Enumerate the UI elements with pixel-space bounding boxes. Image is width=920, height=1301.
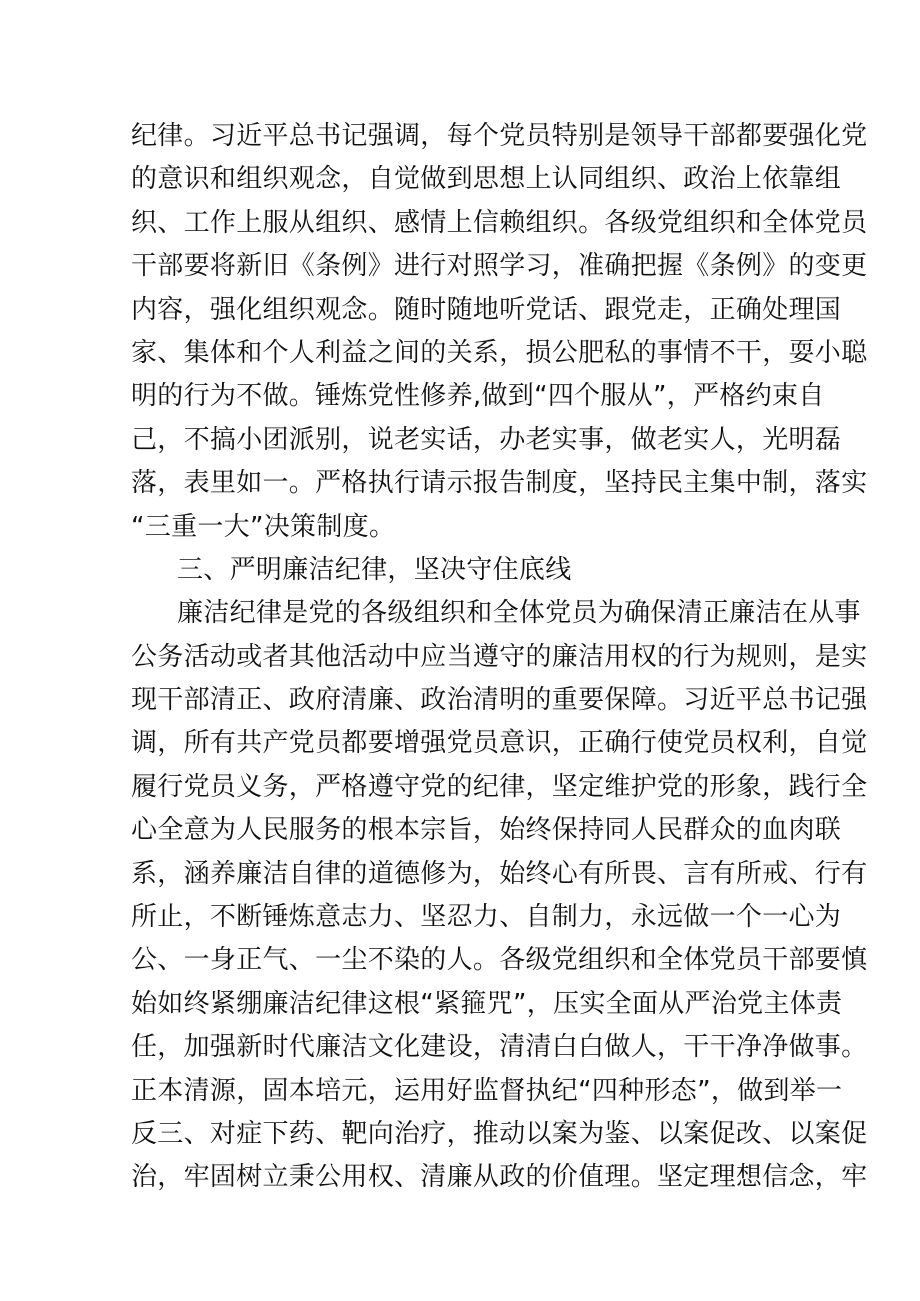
text-line: 己，不搞小团派别，说老实话，办老实事，做老实人，光明磊 <box>131 424 842 455</box>
text-line: 干部要将新旧《条例》进行对照学习，准确把握《条例》的变更 <box>131 251 868 282</box>
text-line: 公务活动或者其他活动中应当遵守的廉洁用权的行为规则，是实 <box>131 641 868 672</box>
text-line: 心全意为人民服务的根本宗旨，始终保持同人民群众的血肉联 <box>131 815 842 846</box>
text-line: 公、一身正气、一尘不染的人。各级党组织和全体党员干部要慎 <box>131 945 868 976</box>
body-text <box>131 115 868 1200</box>
text-line: 内容，强化组织观念。随时随地听党话、跟党走，正确处理国 <box>131 294 842 325</box>
text-line: 反三、对症下药、靶向治疗，推动以案为鉴、以案促改、以案促 <box>131 1118 868 1149</box>
text-line: 任，加强新时代廉洁文化建设，清清白白做人，干干净净做事。 <box>131 1032 868 1063</box>
text-line: 始如终紧绷廉洁纪律这根“紧箍咒”，压实全面从严治党主体责 <box>131 988 843 1019</box>
text-line: “三重一大”决策制度。 <box>131 511 396 542</box>
text-line: 所止，不断锤炼意志力、坚忍力、自制力，永远做一个一心为 <box>131 902 842 933</box>
text-line: 的意识和组织观念，自觉做到思想上认同组织、政治上依靠组 <box>131 164 842 195</box>
text-line: 调，所有共产党员都要增强党员意识，正确行使党员权利，自觉 <box>131 728 868 759</box>
text-line: 履行党员义务，严格遵守党的纪律，坚定维护党的形象，践行全 <box>131 771 868 802</box>
text-line: 系，涵养廉洁自律的道德修为，始终心有所畏、言有所戒、行有 <box>131 858 868 889</box>
text-line: 纪律。习近平总书记强调，每个党员特别是领导干部都要强化党 <box>131 121 868 151</box>
section-heading: 三、严明廉洁纪律，坚决守住底线 <box>177 554 572 585</box>
text-line: 现干部清正、政府清廉、政治清明的重要保障。习近平总书记强 <box>131 685 868 716</box>
text-line: 落，表里如一。严格执行请示报告制度，坚持民主集中制，落实 <box>131 468 868 499</box>
text-line: 织、工作上服从组织、感情上信赖组织。各级党组织和全体党员 <box>131 207 868 238</box>
text-line: 家、集体和个人利益之间的关系，损公肥私的事情不干，耍小聪 <box>131 337 868 368</box>
text-line: 明的行为不做。锤炼党性修养,做到“四个服从”，严格约束自 <box>131 381 825 412</box>
text-line: 正本清源，固本培元，运用好监督执纪“四种形态”，做到举一 <box>131 1075 843 1106</box>
text-line: 治，牢固树立秉公用权、清廉从政的价值理。坚定理想信念，牢 <box>131 1162 868 1193</box>
paragraph-first-line: 廉洁纪律是党的各级组织和全体党员为确保清正廉洁在从事 <box>177 598 861 629</box>
